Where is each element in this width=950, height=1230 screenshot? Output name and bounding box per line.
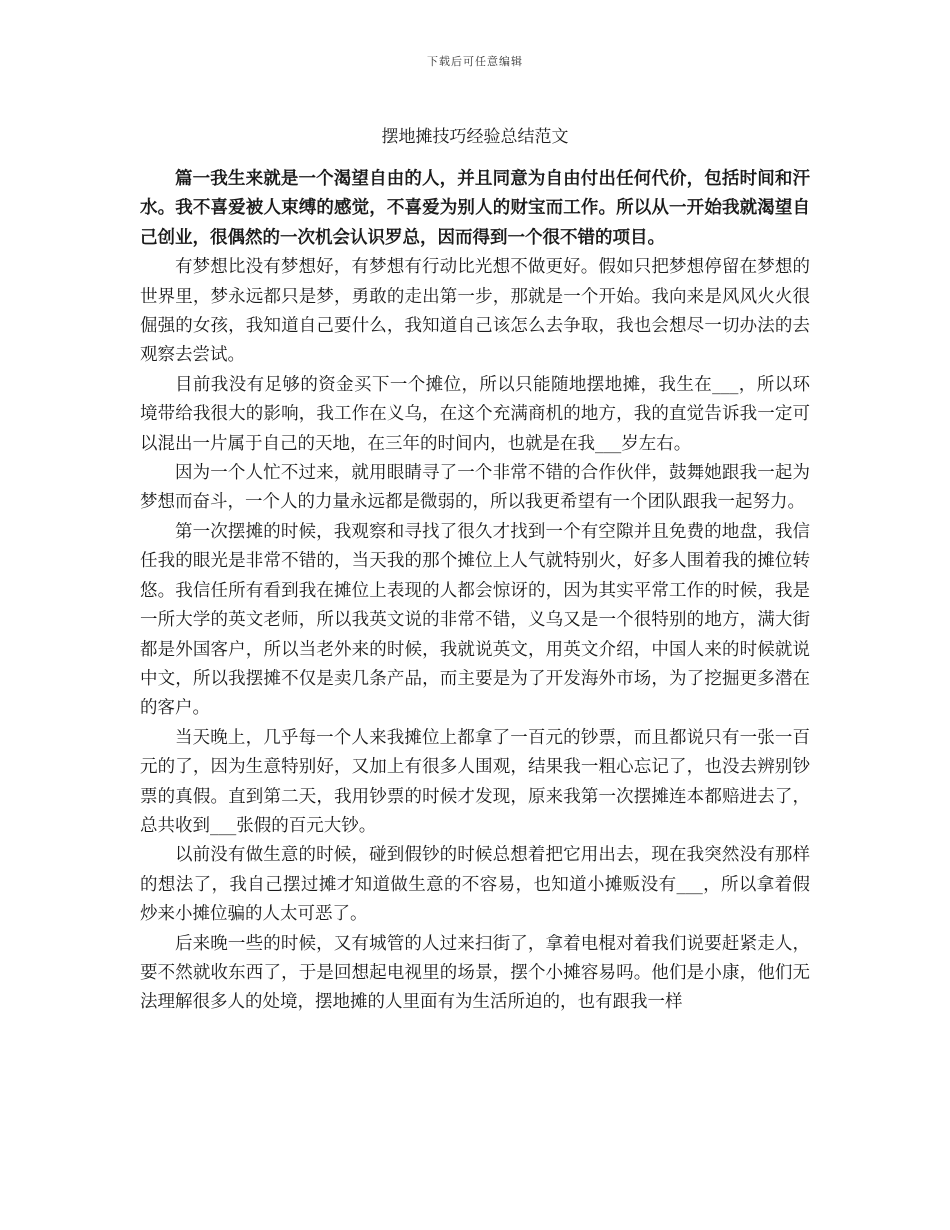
document-title: 摆地摊技巧经验总结范文 bbox=[381, 127, 569, 147]
paragraph: 目前我没有足够的资金买下一个摊位，所以只能随地摆地摊，我生在___，所以环境带给我很大的影响，我工作在义乌，在这个充满商机的地方，我的直觉告诉我一定可以混出一片属于自己的天地，在三年的时间内，也就是在我___岁左右。 bbox=[140, 374, 810, 454]
paragraph: 当天晚上，几乎每一个人来我摊位上都拿了一百元的钞票，而且都说只有一张一百元的了，因为生意特别好，又加上有很多人围观，结果我一粗心忘记了，也没去辨别钞票的真假。直到第二天，我用钞票的时候才发现，原来我第一次摆摊连本都赔进去了，总共收到___张假的百元大钞。 bbox=[140, 727, 810, 836]
document-body bbox=[140, 165, 810, 1018]
paragraph: 以前没有做生意的时候，碰到假钞的时候总想着把它用出去，现在我突然没有那样的想法了，我自己摆过摊才知道做生意的不容易，也知道小摊贩没有___，所以拿着假炒来小摊位骗的人太可恶了。 bbox=[140, 845, 810, 925]
paragraph: 后来晚一些的时候，又有城管的人过来扫街了，拿着电棍对着我们说要赶紧走人，要不然就收东西了，于是回想起电视里的场景，摆个小摊容易吗。他们是小康，他们无法理解很多人的处境，摆地摊的人里面有为生活所迫的，也有跟我一样 bbox=[140, 933, 810, 1013]
paragraph: 有梦想比没有梦想好，有梦想有行动比光想不做更好。假如只把梦想停留在梦想的世界里，梦永远都只是梦，勇敢的走出第一步，那就是一个开始。我向来是风风火火很倔强的女孩，我知道自己要什么，我知道自己该怎么去争取，我也会想尽一切办法的去观察去尝试。 bbox=[140, 257, 810, 366]
paragraph: 第一次摆摊的时候，我观察和寻找了很久才找到一个有空隙并且免费的地盘，我信任我的眼光是非常不错的，当天我的那个摊位上人气就特别火，好多人围着我的摊位转悠。我信任所有看到我在摊位上表现的人都会惊讶的，因为其实平常工作的时候，我是一所大学的英文老师，所以我英文说的非常不错，义乌又是一个很特别的地方，满大街都是外国客户，所以当老外来的时候，我就说英文，用英文介绍，中国人来的时候就说中文，所以我摆摊不仅是卖几条产品，而主要是为了开发海外市场，为了挖掘更多潜在的客户。 bbox=[140, 521, 810, 719]
paragraph: 因为一个人忙不过来，就用眼睛寻了一个非常不错的合作伙伴，鼓舞她跟我一起为梦想而奋斗，一个人的力量永远都是微弱的，所以我更希望有一个团队跟我一起努力。 bbox=[140, 463, 810, 513]
header-note: 下载后可任意编辑 bbox=[427, 55, 523, 68]
paragraph-lead: 篇一我生来就是一个渴望自由的人，并且同意为自由付出任何代价，包括时间和汗水。我不喜爱被人束缚的感觉，不喜爱为别人的财宝而工作。所以从一开始我就渴望自己创业，很偶然的一次机会认识罗总，因而得到一个很不错的项目。 bbox=[140, 169, 810, 248]
